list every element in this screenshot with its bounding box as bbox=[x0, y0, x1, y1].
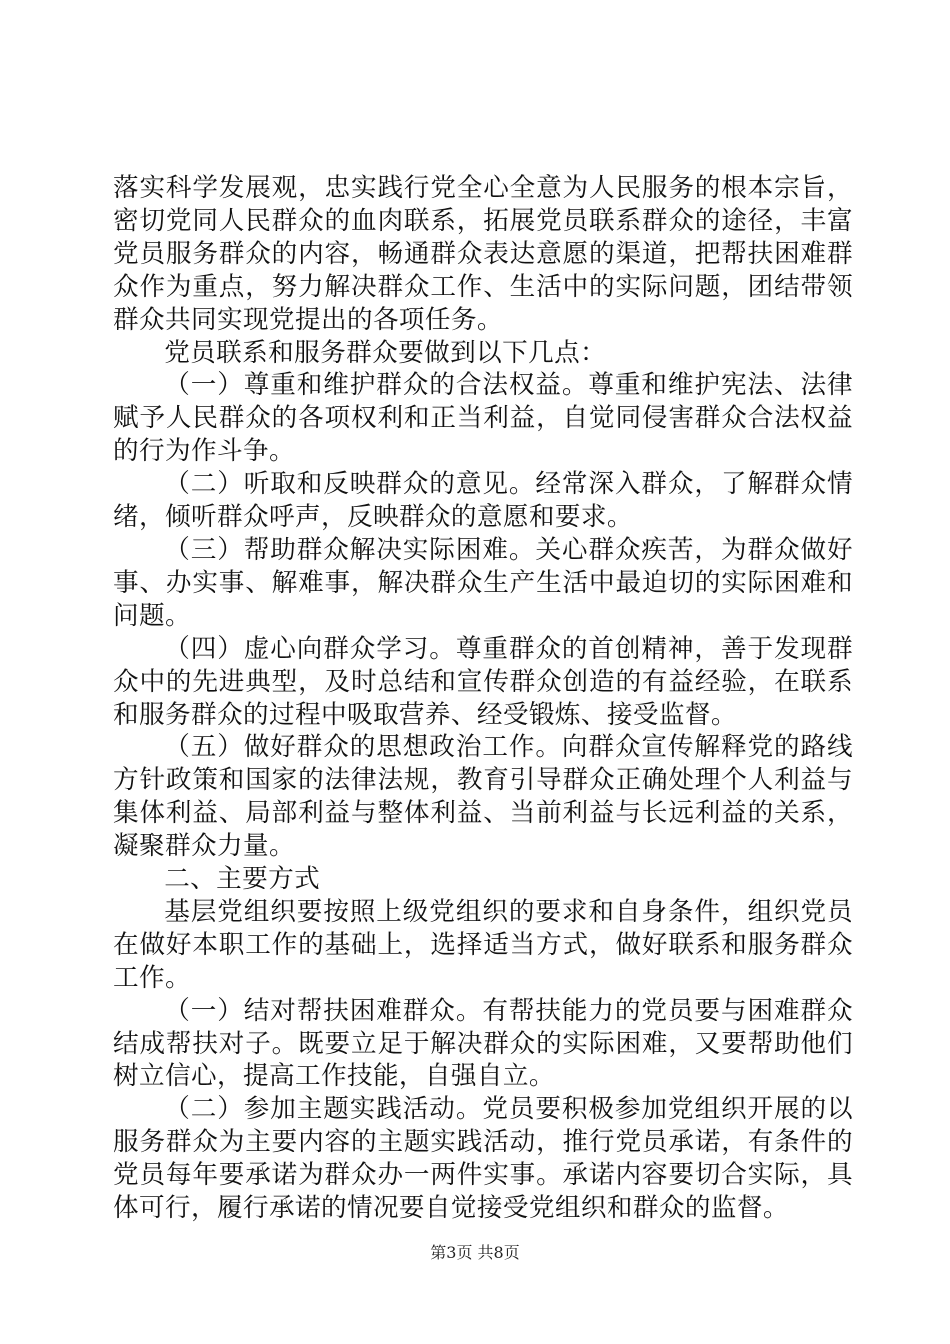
paragraph-1: 落实科学发展观，忠实践行党全心全意为人民服务的根本宗旨，密切党同人民群众的血肉联系，拓展党员联系群众的途径，丰富党员服务群众的内容，畅通群众表达意愿的渠道，把帮扶困难群众作为重点，努力解决群众工作、生活中的实际问题，团结带领群众共同实现党提出的各项任务。 bbox=[113, 173, 853, 335]
paragraph-11: （二）参加主题实践活动。党员要积极参加党组织开展的以服务群众为主要内容的主题实践活动，推行党员承诺，有条件的党员每年要承诺为群众办一两件实事。承诺内容要切合实际，具体可行，履行承诺的情况要自觉接受党组织和群众的监督。 bbox=[113, 1094, 853, 1224]
paragraph-9: 基层党组织要按照上级党组织的要求和自身条件，组织党员在做好本职工作的基础上，选择适当方式，做好联系和服务群众工作。 bbox=[113, 896, 853, 993]
paragraph-3: （一）尊重和维护群众的合法权益。尊重和维护宪法、法律赋予人民群众的各项权利和正当利益，自觉同侵害群众合法权益的行为作斗争。 bbox=[113, 370, 853, 467]
paragraph-4: （二）听取和反映群众的意见。经常深入群众，了解群众情绪，倾听群众呼声，反映群众的意愿和要求。 bbox=[113, 469, 853, 533]
paragraph-10: （一）结对帮扶困难群众。有帮扶能力的党员要与困难群众结成帮扶对子。既要立足于解决群众的实际困难，又要帮助他们树立信心，提高工作技能，自强自立。 bbox=[113, 995, 853, 1092]
paragraph-6: （四）虚心向群众学习。尊重群众的首创精神，善于发现群众中的先进典型，及时总结和宣传群众创造的有益经验，在联系和服务群众的过程中吸取营养、经受锻炼、接受监督。 bbox=[113, 633, 853, 730]
paragraph-7: （五）做好群众的思想政治工作。向群众宣传解释党的路线方针政策和国家的法律法规，教育引导群众正确处理个人利益与集体利益、局部利益与整体利益、当前利益与长远利益的关系，凝聚群众力量。 bbox=[113, 732, 853, 862]
document-body bbox=[113, 172, 853, 1225]
section-heading: 二、主要方式 bbox=[164, 864, 321, 895]
paragraph-2: 党员联系和服务群众要做到以下几点： bbox=[164, 337, 607, 368]
page-number: 第3页 共8页 bbox=[430, 1243, 520, 1262]
paragraph-5: （三）帮助群众解决实际困难。关心群众疾苦，为群众做好事、办实事、解难事，解决群众生产生活中最迫切的实际困难和问题。 bbox=[113, 534, 853, 631]
